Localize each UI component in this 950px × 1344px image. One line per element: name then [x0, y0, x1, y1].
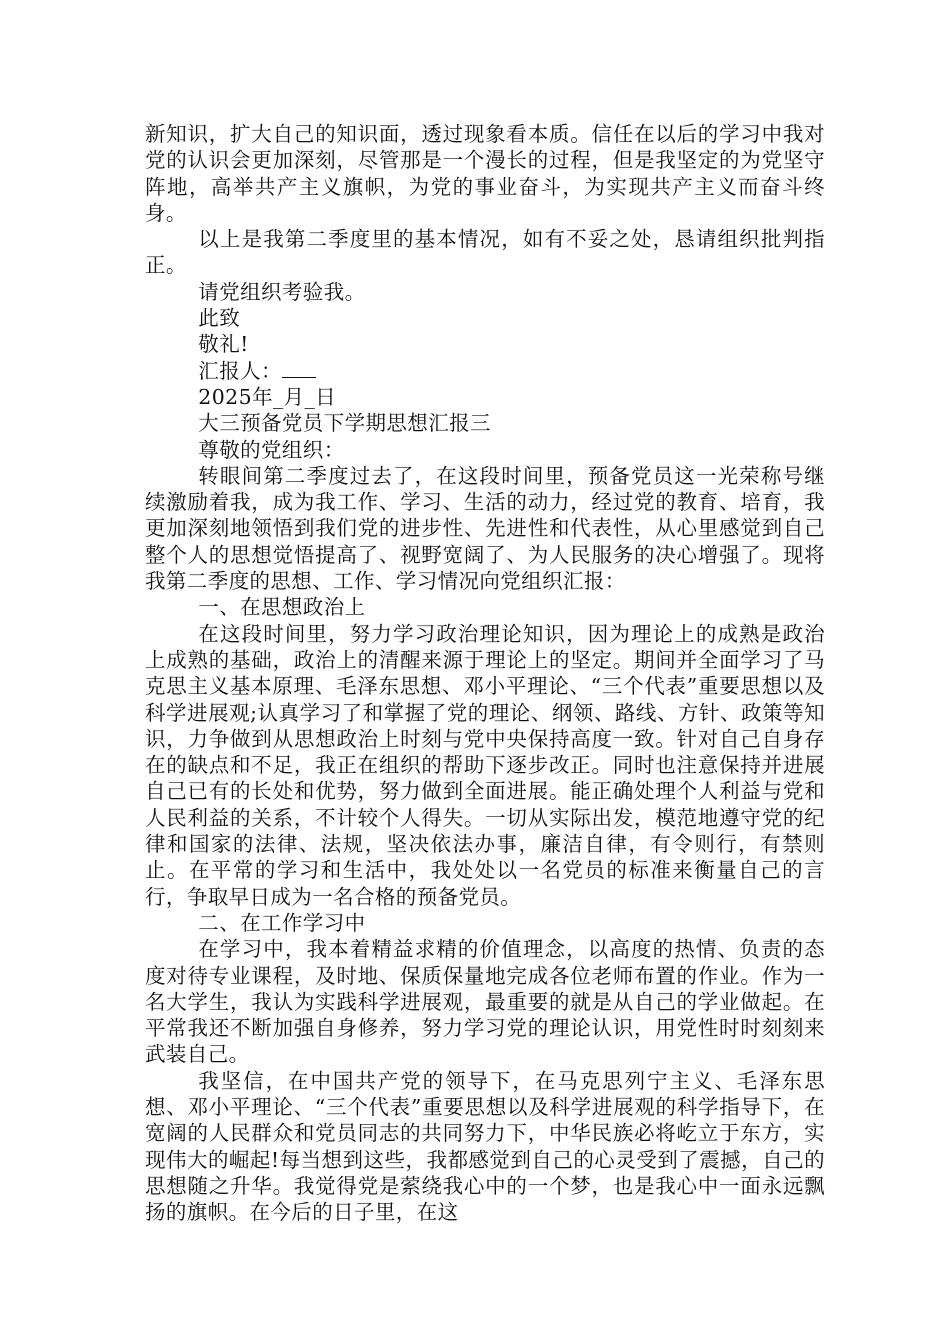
paragraph-request: 请党组织考验我。 — [198, 279, 366, 304]
salutation-jingli: 敬礼! — [198, 332, 249, 357]
paragraph-study: 在学习中，我本着精益求精的价值理念，以高度的热情、负责的态度对待专业课程，及时地、保质保量地完成各位老师布置的作业。作为一名大学生，我认为实践科学进展观，最重要的就是从自己的学业做起。在平常我还不断加强自身修养，努力学习党的理论认识，用党性时时刻刻来武装自己。 — [145, 937, 825, 1067]
paragraph-closing-remark: 以上是我第二季度里的基本情况，如有不妥之处，恳请组织批判指正。 — [145, 227, 825, 278]
section-heading-study: 二、在工作学习中 — [198, 910, 366, 935]
date-line: 2025年_月_日 — [198, 384, 337, 409]
paragraph-political: 在这段时间里，努力学习政治理论知识，因为理论上的成熟是政治上成熟的基础，政治上的清醒来源于理论上的坚定。期间并全面学习了马克思主义基本原理、毛泽东思想、邓小平理论、“三个代表”重要思想以及科学进展观;认真学习了和掌握了党的理论、纲领、路线、方针、政策等知识，力争做到从思想政治上时刻与党中央保持高度一致。针对自己自身存在的缺点和不足，我正在组织的帮助下逐步改正。同时也注意保持并进展自己已有的长处和优势，努力做到全面进展。能正确处理个人利益与党和人民利益的关系，不计较个人得失。一切从实际出发，模范地遵守党的纪律和国家的法律、法规，坚决依法办事，廉洁自律，有令则行，有禁则止。在平常的学习和生活中，我处处以一名党员的标准来衡量自己的言行，争取早日成为一名合格的预备党员。 — [145, 621, 825, 909]
salutation-cizhi: 此致 — [198, 306, 241, 331]
reporter-blank — [282, 358, 316, 377]
report-title: 大三预备党员下学期思想汇报三 — [198, 411, 491, 436]
reporter-line — [145, 358, 825, 384]
reporter-label: 汇报人： — [198, 358, 282, 383]
paragraph-intro: 转眼间第二季度过去了，在这段时间里，预备党员这一光荣称号继续激励着我，成为我工作、学习、生活的动力，经过党的教育、培育，我更加深刻地领悟到我们党的进步性、先进性和代表性，从心里感觉到自己整个人的思想觉悟提高了、视野宽阔了、为人民服务的决心增强了。现将我第二季度的思想、工作、学习情况向党组织汇报： — [145, 463, 825, 594]
document-body — [145, 121, 825, 1225]
greeting: 尊敬的党组织： — [198, 437, 345, 462]
section-heading-political: 一、在思想政治上 — [198, 595, 366, 620]
paragraph-belief: 我坚信，在中国共产党的领导下，在马克思列宁主义、毛泽东思想、邓小平理论、“三个代表”重要思想以及科学进展观的科学指导下，在宽阔的人民群众和党员同志的共同努力下，中华民族必将屹立于东方，实现伟大的崛起!每当想到这些，我都感觉到自己的心灵受到了震撼，自己的思想随之升华。我觉得党是萦绕我心中的一个梦，也是我心中一面永远飘扬的旗帜。在今后的日子里，在这 — [145, 1068, 825, 1225]
paragraph-continuation: 新知识，扩大自己的知识面，透过现象看本质。信任在以后的学习中我对党的认识会更加深刻，尽管那是一个漫长的过程，但是我坚定的为党坚守阵地，高举共产主义旗帜，为党的事业奋斗，为实现共产主义而奋斗终身。 — [145, 122, 825, 225]
